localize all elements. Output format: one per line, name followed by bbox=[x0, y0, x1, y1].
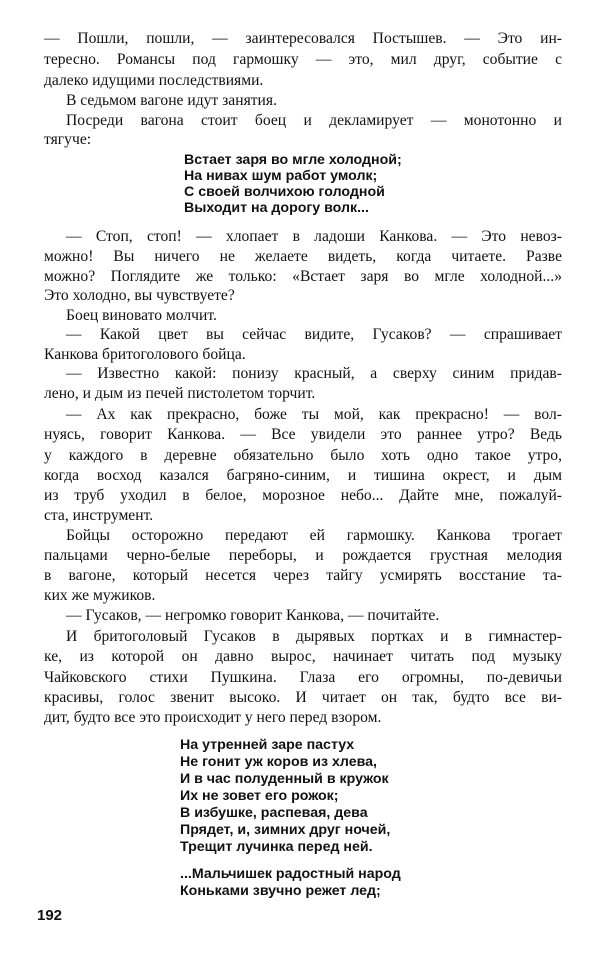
text-line: Канкова бритоголового бойца. bbox=[44, 346, 246, 363]
verse-line: Встает заря во мгле холодной; bbox=[184, 152, 402, 168]
text-line: Чайковского стихи Пушкина. Глаза его огромны, по-девичьи bbox=[44, 669, 562, 686]
page-number: 192 bbox=[37, 907, 63, 924]
verse-line: ...Мальчишек радостный народ bbox=[180, 866, 401, 882]
text-line: в вагоне, который несется через тайгу усмирять восстание та- bbox=[44, 567, 562, 584]
text-line: тягуче: bbox=[44, 131, 92, 148]
text-line: можно? Поглядите же только: «Встает заря во мгле холодной...» bbox=[44, 268, 562, 285]
text-line: — Пошли, пошли, — заинтересовался Постышев. — Это ин- bbox=[44, 30, 562, 47]
text-line: — Известно какой: понизу красный, а сверху синим придав- bbox=[66, 365, 562, 382]
text-line: из труб уходил в белое, морозное небо... Дайте мне, пожалуй- bbox=[44, 487, 562, 504]
text-line: красивы, голос звенит высоко. И читает он так, будто все ви- bbox=[44, 689, 562, 706]
verse-line: С своей волчихою голодной bbox=[184, 184, 385, 200]
text-line: когда восход казался багряно-синим, и тишина окрест, и дым bbox=[44, 467, 562, 484]
verse-line: И в час полуденный в кружок bbox=[180, 771, 389, 787]
verse-line: В избушке, распевая, дева bbox=[180, 805, 368, 821]
verse-line: Коньками звучно режет лед; bbox=[180, 883, 381, 899]
text-line: ста, инструмент. bbox=[44, 507, 154, 524]
text-line: — Гусаков, — негромко говорит Канкова, — почитайте. bbox=[66, 607, 440, 624]
text-line: Бойцы осторожно передают ей гармошку. Канкова трогает bbox=[66, 527, 562, 544]
text-line: И бритоголовый Гусаков в дырявых портках и в гимнастер- bbox=[66, 628, 562, 645]
text-line: тересно. Романсы под гармошку — это, мил друг, событие с bbox=[44, 51, 562, 68]
text-line: дит, будто все это происходит у него перед взором. bbox=[44, 709, 382, 726]
text-line: Боец виновато молчит. bbox=[66, 307, 217, 324]
text-line: — Какой цвет вы сейчас видите, Гусаков? — спрашивает bbox=[66, 326, 562, 343]
text-line: можно! Вы ничего не желаете видеть, когда читаете. Разве bbox=[44, 248, 562, 265]
text-line: лено, и дым из печей пистолетом торчит. bbox=[44, 385, 316, 402]
text-line: Это холодно, вы чувствуете? bbox=[44, 287, 235, 304]
text-line: — Стоп, стоп! — хлопает в ладоши Канкова. — Это невоз- bbox=[66, 228, 562, 245]
text-line: далеко идущими последствиями. bbox=[44, 72, 264, 89]
text-line: — Ах как прекрасно, боже ты мой, как прекрасно! — вол- bbox=[66, 406, 562, 423]
text-line: ких же мужиков. bbox=[44, 587, 156, 604]
text-line: ке, из которой он давно вырос, начинает читать под музыку bbox=[44, 648, 562, 665]
verse-line: Их не зовет его рожок; bbox=[180, 788, 339, 804]
text-line: В седьмом вагоне идут занятия. bbox=[66, 92, 277, 109]
text-line: Посреди вагона стоит боец и декламирует — монотонно и bbox=[66, 112, 562, 129]
verse-line: Прядет, и, зимних друг ночей, bbox=[180, 822, 391, 838]
verse-line: На нивах шум работ умолк; bbox=[184, 168, 378, 184]
text-line: у каждого в деревне обязательно было хоть одно такое утро, bbox=[44, 447, 562, 464]
verse-line: На утренней заре пастух bbox=[180, 737, 355, 753]
verse-line: Не гонит уж коров из хлева, bbox=[180, 754, 377, 770]
verse-line: Трещит лучинка перед ней. bbox=[180, 839, 373, 855]
verse-line: Выходит на дорогу волк... bbox=[184, 200, 369, 216]
text-line: нуясь, говорит Канкова. — Все увидели это раннее утро? Ведь bbox=[44, 426, 562, 443]
text-line: пальцами черно-белые переборы, и рождается грустная мелодия bbox=[44, 547, 562, 564]
